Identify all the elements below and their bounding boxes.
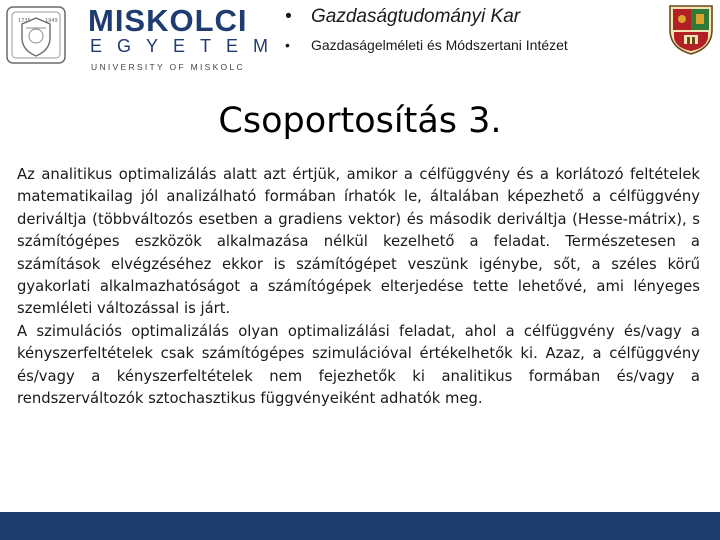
university-logo [88, 3, 284, 74]
faculty-name: Gazdaságtudományi Kar [311, 6, 521, 27]
slide-body [17, 164, 700, 410]
institute-heading [285, 36, 568, 54]
slide-title: Csoportosítás 3. [218, 101, 502, 141]
university-name-line1: MISKOLCI [88, 3, 248, 38]
institute-name: Gazdaságelméleti és Módszertani Intézet [311, 37, 568, 53]
faculty-heading [285, 6, 520, 28]
footer-bar [0, 512, 720, 540]
university-name-line3: UNIVERSITY OF MISKOLC [91, 62, 245, 72]
svg-text:1735: 1735 [18, 18, 31, 24]
university-crest-icon [6, 6, 66, 64]
bullet-icon: • [285, 6, 292, 27]
bullet-icon: • [285, 37, 290, 53]
svg-text:1949: 1949 [45, 18, 58, 24]
faculty-shield-icon [668, 4, 714, 56]
body-paragraph: A szimulációs optimalizálás olyan optimalizálási feladat, ahol a célfüggvény és/vagy a kényszerfeltételek csak számítógépes szimulációval értékelhetők ki. Azaz, a célfüggvény és/vagy a kényszerfeltételek nem fejezhetők ki analitikus formában és/vagy a rendszerváltozók sztochasztikus függvényeiként adhatók meg. [17, 322, 700, 408]
slide-header [0, 0, 720, 80]
body-paragraph: Az analitikus optimalizálás alatt azt értjük, amikor a célfüggvény és a korlátozó feltételek matematikailag jól analizálható formában írhatók le, általában képezhető a célfüggvény deriváltja (többváltozós esetben a gradiens vektor) és második deriváltja (Hesse-mátrix), s számítógépes eszközök alkalmazása nélkül kezelhető a feladat. Természetesen a számítások elvégzéséhez ekkor is számítógépet veszünk igénybe, sőt, a széles körű gyakorlati alkalmazhatóságot a számítógépek elterjedése tette lehetővé, ami lényeges szemléleti változással is járt. [17, 166, 700, 318]
university-name-line2: EGYETEM [90, 36, 284, 56]
